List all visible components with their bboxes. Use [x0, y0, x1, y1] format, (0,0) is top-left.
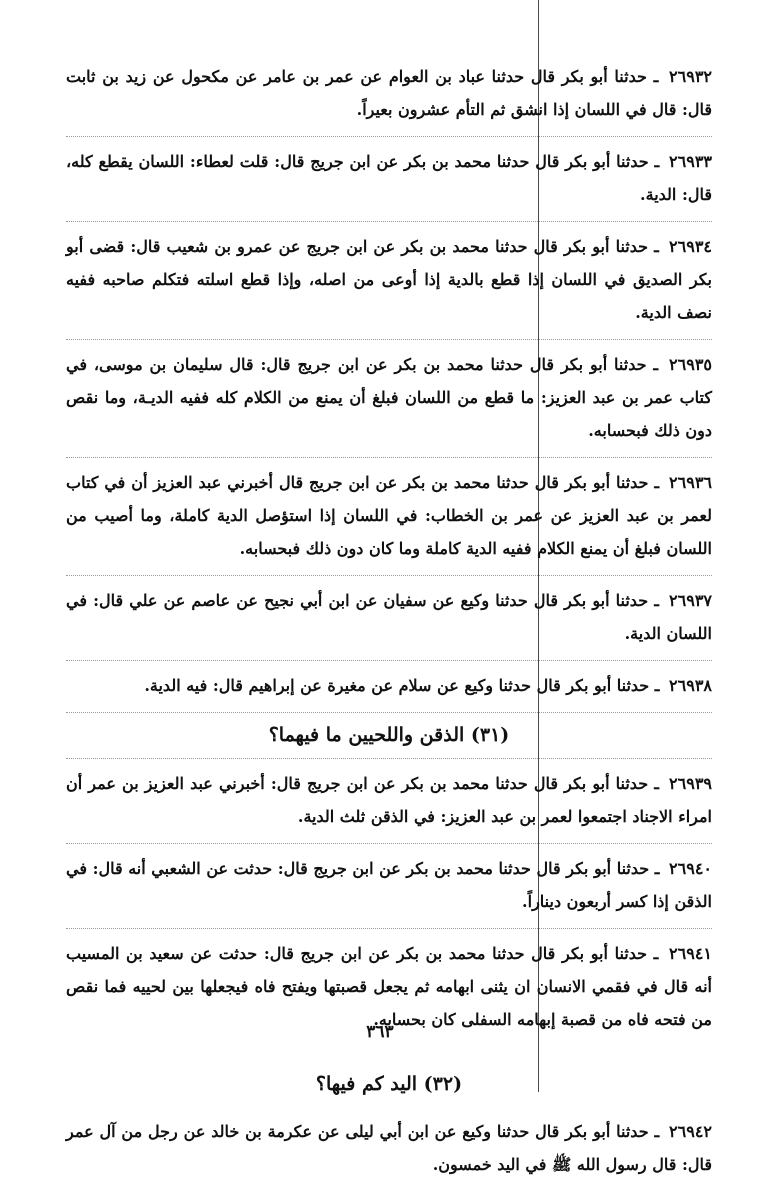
hadith-entry — [66, 458, 712, 576]
hadith-number: ٢٦٩٣٣ — [669, 152, 712, 171]
hadith-entry — [66, 759, 712, 844]
hadith-text: ـ حدثنا أبو بكر قال حدثنا وكيع عن ابن أبي ليلى عن عكرمة بن خالد عن رجل من آل عمر قال: قال رسول الله ﷺ في اليد خمسون. — [66, 1122, 712, 1174]
hadith-number: ٢٦٩٣٢ — [669, 67, 712, 86]
hadith-text: ـ حدثنا أبو بكر قال حدثنا محمد بن بكر عن ابن جريج قال: حدثت عن الشعبي أنه قال: في الذقن إذا كسر أربعون ديناراً. — [66, 859, 712, 911]
chapter-heading-32: (٣٢) اليد كم فيها؟ — [315, 1073, 463, 1095]
hadith-number: ٢٦٩٤٢ — [669, 1122, 712, 1141]
hadith-entry — [66, 52, 712, 137]
hadith-entry — [66, 137, 712, 222]
hadith-text: ـ حدثنا أبو بكر قال حدثنا محمد بن بكر عن ابن جريج قال: قلت لعطاء: اللسان يقطع كله، قال: الدية. — [66, 152, 712, 204]
hadith-entry — [66, 1107, 712, 1191]
hadith-entry — [66, 844, 712, 929]
hadith-number: ٢٦٩٣٦ — [669, 473, 712, 492]
hadith-text: ـ حدثنا أبو بكر قال حدثنا وكيع عن سفيان عن ابن أبي نجيح عن عاصم عن علي قال: في اللسان الدية. — [66, 591, 712, 643]
hadith-number: ٢٦٩٤١ — [669, 944, 712, 963]
hadith-number: ٢٦٩٣٩ — [669, 774, 712, 793]
hadith-entry — [66, 661, 712, 713]
hadith-text: ـ حدثنا أبو بكر قال حدثنا وكيع عن سلام عن مغيرة عن إبراهيم قال: فيه الدية. — [144, 676, 660, 695]
hadith-number: ٢٦٩٣٧ — [669, 591, 712, 610]
hadith-entry — [66, 222, 712, 340]
hadith-number: ٢٦٩٣٥ — [669, 355, 712, 374]
hadith-number: ٢٦٩٣٤ — [669, 237, 712, 256]
hadith-text: ـ حدثنا أبو بكر قال حدثنا محمد بن بكر عن ابن جريج قال أخبرني عبد العزيز أن في كتاب لعمر بن عبد العزيز عن عمر بن الخطاب: في اللسان إذا استؤصل الدية كاملة، وما أصيب من اللسان فبلغ أن يمنع الكلام ففيه الدية كاملة وما كان دون ذلك فبحسابه. — [66, 473, 712, 558]
chapter-heading-31: (٣١) الذقن واللحيين ما فيهما؟ — [66, 713, 712, 759]
page-number: ٣٦٣ — [366, 1022, 394, 1042]
hadith-text: ـ حدثنا أبو بكر قال حدثنا محمد بن بكر عن ابن جريج قال: قال سليمان بن موسى، في كتاب عمر بن عبد العزيز: ما قطع من اللسان فبلغ أن يمنع من الكلام كله ففيه الديـة، وما نقص دون ذلك فبحسابه. — [66, 355, 713, 440]
hadith-text: ـ حدثنا أبو بكر قال حدثنا محمد بن بكر عن ابن جريج قال: أخبرني عبد العزيز بن عمر أن امراء الاجناد اجتمعوا لعمر بن عبد العزيز: في الذقن ثلث الدية. — [66, 774, 712, 826]
page-content — [66, 52, 712, 1191]
hadith-text: ـ حدثنا أبو بكر قال حدثنا عباد بن العوام عن عمر بن عامر عن مكحول عن زيد بن ثابت قال: قال في اللسان إذا انشق ثم التأم عشرون بعيراً. — [66, 67, 712, 119]
hadith-number: ٢٦٩٤٠ — [669, 859, 712, 878]
hadith-entry — [66, 340, 712, 458]
hadith-entry — [66, 576, 712, 661]
hadith-text: ـ حدثنا أبو بكر قال حدثنا محمد بن بكر عن ابن جريج عن عمرو بن شعيب قال: قضى أبو بكر الصديق في اللسان إذا قطع بالدية إذا أوعى من اصله، وإذا قطع اسلته فتكلم صاحبه ففيه نصف الدية. — [66, 237, 712, 322]
hadith-text: ـ حدثنا أبو بكر قال حدثنا محمد بن بكر عن ابن جريج قال: حدثت عن سعيد بن المسيب أنه قال في فقمي الانسان ان يثنى ابهامه ثم يجعل قصبتها ويفتح فاه فيجعلها بين لحييه فما نقص من فتحه فاه من قصبة إبهامه السفلى كان بحسابه. — [66, 944, 712, 1029]
hadith-number: ٢٦٩٣٨ — [669, 676, 712, 695]
